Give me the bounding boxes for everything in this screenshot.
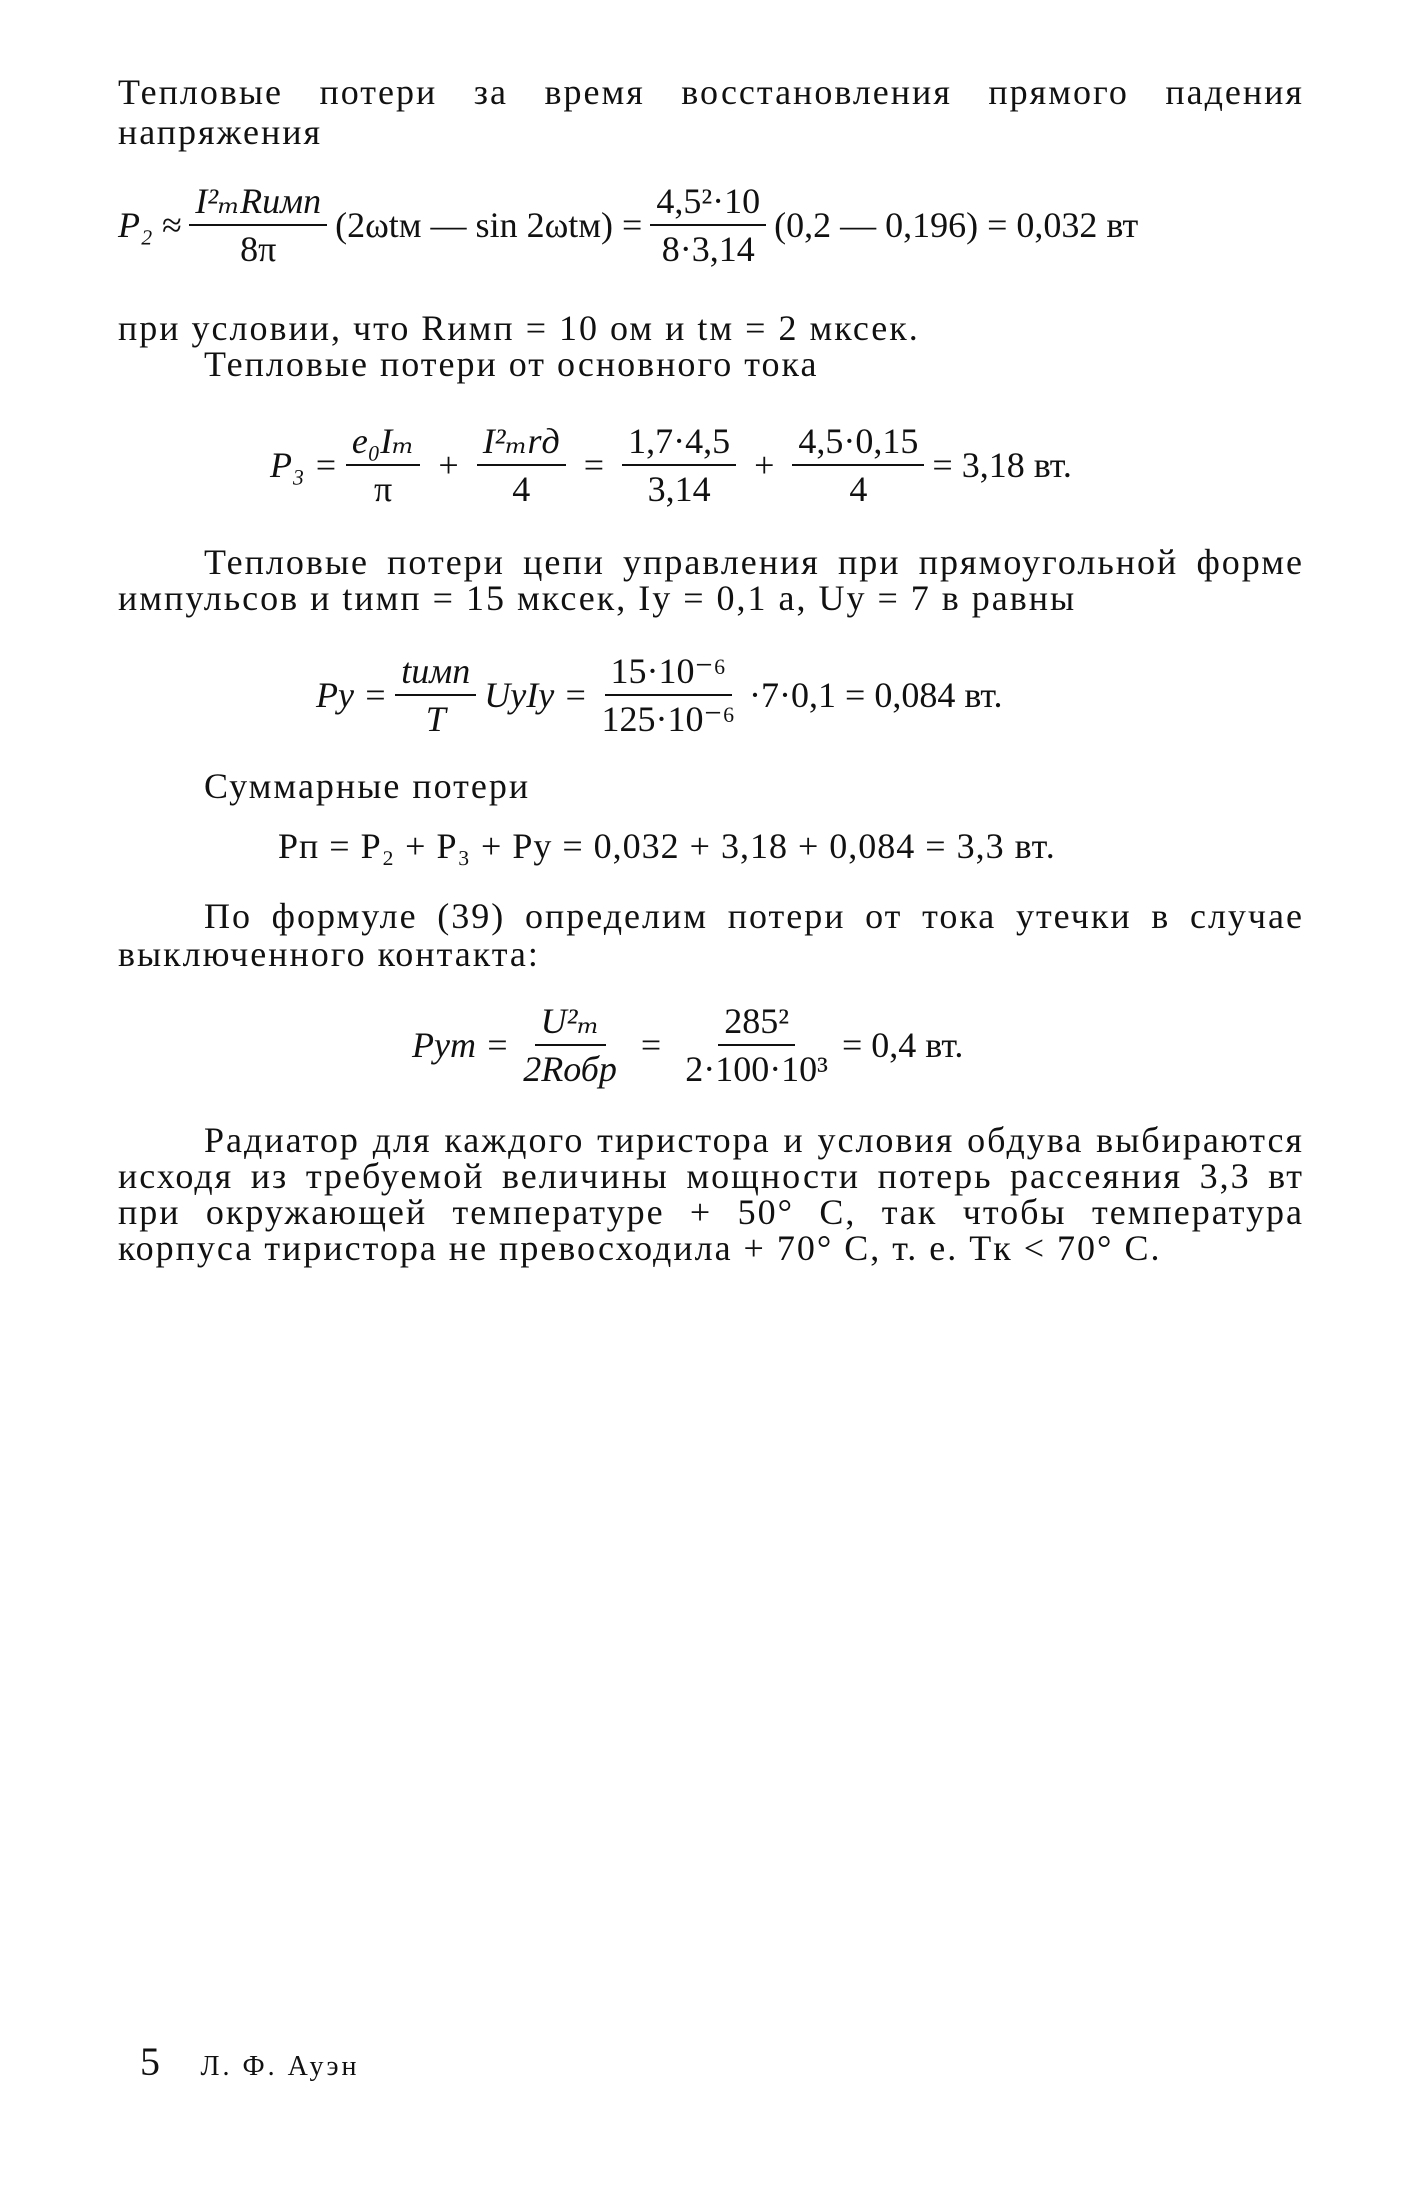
paragraph-line: По формуле (39) определим потери от тока утечки в случае bbox=[204, 896, 1304, 936]
numerator: 15·10⁻⁶ bbox=[605, 651, 733, 696]
numerator: e₀Iₘ bbox=[346, 421, 421, 466]
eq-rhs: = 3,18 вт. bbox=[932, 445, 1072, 485]
numerator: U²ₘ bbox=[535, 1001, 606, 1046]
eq-lhs: P₃ = bbox=[270, 445, 338, 485]
author-signature: Л. Ф. Ауэн bbox=[200, 2051, 360, 2082]
eq-rhs: = 0,4 вт. bbox=[841, 1025, 964, 1065]
equation-leak: Pут = $\frac{\text{U²ₘ}}{\text{2Rобр}}$ = $\frac{\text{285²}}{\text{2·100·10³}}$ = 0,4 вт. bbox=[412, 1001, 964, 1089]
eq-middle: (2ωtм — sin 2ωtм) = bbox=[335, 205, 643, 245]
paragraph-line: Тепловые потери от основного тока bbox=[204, 344, 819, 384]
equation-pu bbox=[316, 640, 1276, 750]
paragraph-line: при окружающей температуре + 50° С, так чтобы температура bbox=[118, 1192, 1304, 1232]
numerator: 4,5²·10 bbox=[650, 181, 766, 226]
equation-p3: P₃ = $\frac{\text{e₀Iₘ}}{\pi}$ + $\frac{\text{I²ₘrд}}{4}$ = $\frac{1,7\cdot 4,5}{3,14}$ + $\frac{4,5\cdot 0,15}{4}$ = 3,18 вт. bbox=[270, 421, 1072, 509]
fraction bbox=[477, 421, 566, 509]
numerator: tимп bbox=[395, 651, 476, 696]
equation-total: Pп = P₂ + P₃ + Pу = 0,032 + 3,18 + 0,084 = 3,3 вт. bbox=[278, 826, 1056, 866]
fraction bbox=[792, 421, 924, 509]
numerator: I²ₘRимп bbox=[189, 181, 327, 226]
fraction bbox=[346, 421, 421, 509]
fraction bbox=[189, 181, 327, 269]
paragraph-line: при условии, что Rимп = 10 ом и tм = 2 мксек. bbox=[118, 308, 920, 348]
denominator: 4 bbox=[512, 469, 531, 509]
paragraph-line: Радиатор для каждого тиристора и условия обдува выбираются bbox=[204, 1120, 1304, 1160]
denominator: 125·10⁻⁶ bbox=[601, 699, 736, 739]
fraction bbox=[622, 421, 736, 509]
denominator: T bbox=[425, 699, 446, 739]
eq-rhs: ·7·0,1 = 0,084 вт. bbox=[749, 675, 1003, 715]
paragraph-line: корпуса тиристора не превосходила + 70° С, т. е. Tк < 70° С. bbox=[118, 1228, 1162, 1268]
fraction bbox=[679, 1001, 834, 1089]
denominator: 3,14 bbox=[647, 469, 711, 509]
fraction bbox=[517, 1001, 623, 1089]
paragraph-line: Суммарные потери bbox=[204, 766, 531, 806]
denominator: 2·100·10³ bbox=[685, 1049, 828, 1089]
numerator: 4,5·0,15 bbox=[792, 421, 924, 466]
page-footer bbox=[140, 2038, 359, 2085]
eq-lhs: P₂ ≈ bbox=[118, 205, 182, 245]
paragraph-line: исходя из требуемой величины мощности потерь рассеяния 3,3 вт bbox=[118, 1156, 1304, 1196]
paragraph-line: Тепловые потери за время восстановления прямого падения bbox=[118, 72, 1304, 112]
page-number: 5 bbox=[140, 2039, 160, 2084]
paragraph-line: Тепловые потери цепи управления при прямоугольной форме bbox=[204, 542, 1304, 582]
denominator: 4 bbox=[849, 469, 868, 509]
equation-p2 bbox=[118, 170, 1308, 280]
numerator: I²ₘrд bbox=[477, 421, 566, 466]
denominator: π bbox=[374, 469, 393, 509]
fraction bbox=[596, 651, 742, 739]
eq-lhs: Pу = bbox=[316, 675, 388, 715]
eq-middle: UуIу = bbox=[484, 675, 588, 715]
denominator: 8π bbox=[240, 229, 277, 269]
paragraph-line: напряжения bbox=[118, 112, 323, 152]
paragraph-line: импульсов и tимп = 15 мксек, Iу = 0,1 а, Uу = 7 в равны bbox=[118, 578, 1077, 618]
eq-rhs: (0,2 — 0,196) = 0,032 вт bbox=[774, 205, 1139, 245]
eq-lhs: Pут = bbox=[412, 1025, 510, 1065]
fraction bbox=[395, 651, 476, 739]
denominator: 2Rобр bbox=[523, 1049, 617, 1089]
numerator: 1,7·4,5 bbox=[622, 421, 736, 466]
numerator: 285² bbox=[718, 1001, 795, 1046]
denominator: 8·3,14 bbox=[661, 229, 755, 269]
paragraph-line: выключенного контакта: bbox=[118, 934, 540, 974]
fraction bbox=[650, 181, 766, 269]
